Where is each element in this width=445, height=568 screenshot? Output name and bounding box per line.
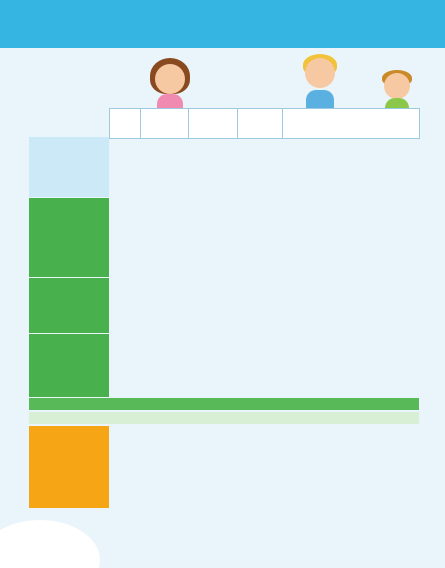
header-grammar [141, 109, 189, 139]
header-sounds [189, 109, 238, 139]
unit-block-2 [29, 278, 109, 333]
unit-block-1 [29, 198, 109, 277]
small-boy-illustration [380, 70, 414, 110]
scope-table [109, 108, 420, 139]
unit-block-starter [29, 137, 109, 197]
values-bar [29, 398, 419, 410]
header-words [110, 109, 141, 139]
header-numbers [238, 109, 283, 139]
header-skills [283, 109, 420, 139]
boy-illustration [300, 54, 340, 110]
table-header-row [110, 109, 420, 139]
girl-illustration [148, 58, 192, 110]
title-banner [0, 0, 445, 48]
review-bar [29, 412, 419, 424]
unit-block-4 [29, 426, 109, 508]
unit-block-3 [29, 334, 109, 397]
